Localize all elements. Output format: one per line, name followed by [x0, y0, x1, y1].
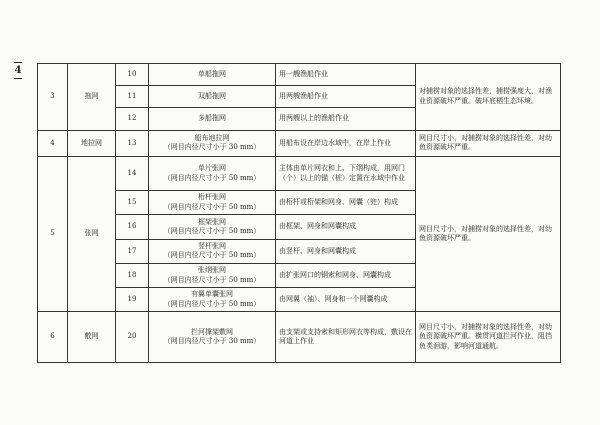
gear-name: 张纲张网 （网目内径尺寸小于 50 mm）	[149, 263, 276, 287]
gear-code: 16	[116, 215, 149, 239]
page-number-value: 4	[14, 65, 22, 76]
gear-type: 敷网	[68, 312, 116, 363]
gear-structure: 用船布设在岸边水域中，在岸上作业	[276, 130, 416, 156]
gear-name: 竖杆张网 （网目内径尺寸小于 50 mm）	[149, 239, 276, 263]
gear-evaluation: 网目尺寸小，对捕捞对象的选择性差，对幼鱼资源破坏严重。	[416, 130, 561, 156]
fishing-gear-table	[37, 63, 561, 363]
gear-structure: 用一艘渔船作业	[276, 64, 416, 86]
gear-code: 20	[116, 312, 149, 363]
gear-name: 双船拖网	[149, 86, 276, 108]
gear-name: 多船拖网	[149, 108, 276, 130]
gear-name: 单片张网 （网目内径尺寸小于 50 mm）	[149, 156, 276, 190]
gear-evaluation: 网目尺寸小，对捕捞对象的选择性差，对幼鱼资源破坏严重。横贯河道拦河作业，阻挡鱼类洄游，影响河道通航。	[416, 312, 561, 363]
gear-evaluation: 网目尺寸小，对捕捞对象的选择性差，对幼鱼资源破坏严重。	[416, 156, 561, 312]
gear-structure: 由竖杆、网身和网囊构成	[276, 239, 416, 263]
gear-code: 19	[116, 288, 149, 312]
gear-name: 桁杆张网 （网目内径尺寸小于 50 mm）	[149, 191, 276, 215]
group-number: 6	[38, 312, 68, 363]
gear-structure: 由框架、网身和网囊构成	[276, 215, 416, 239]
group-number: 5	[38, 156, 68, 312]
gear-type: 拖网	[68, 64, 116, 131]
gear-name: 船布地拉网 （网目内径尺寸小于 30 mm）	[149, 130, 276, 156]
table-row	[38, 64, 561, 86]
gear-name: 框架张网 （网目内径尺寸小于 50 mm）	[149, 215, 276, 239]
gear-structure: 由网翼（袖）、网身和一个网囊构成	[276, 288, 416, 312]
gear-code: 12	[116, 108, 149, 130]
gear-code: 14	[116, 156, 149, 190]
gear-structure: 用两艘以上的渔船作业	[276, 108, 416, 130]
gear-structure: 由支架或支持索和矩形网衣等构成，敷设在河道上作业	[276, 312, 416, 363]
table-row	[38, 156, 561, 190]
gear-type: 张网	[68, 156, 116, 312]
group-number: 4	[38, 130, 68, 156]
gear-code: 15	[116, 191, 149, 215]
gear-code: 13	[116, 130, 149, 156]
table-row	[38, 130, 561, 156]
gear-code: 17	[116, 239, 149, 263]
gear-code: 11	[116, 86, 149, 108]
gear-evaluation: 对捕捞对象的选择性差，捕捞强度大，对渔业资源破坏严重。破坏底栖生态环境。	[416, 64, 561, 131]
gear-code: 10	[116, 64, 149, 86]
table-row	[38, 312, 561, 363]
gear-structure: 用两艘渔船作业	[276, 86, 416, 108]
page-number	[14, 60, 22, 81]
gear-name: 有翼单囊张网 （网目内径尺寸小于 50 mm）	[149, 288, 276, 312]
gear-name: 单船拖网	[149, 64, 276, 86]
group-number: 3	[38, 64, 68, 131]
gear-structure: 主体由单片网衣和上、下纲构成，用网门（个）以上的锚（桩）定置在水域中作业	[276, 156, 416, 190]
gear-name: 拦河撑架敷网 （网目内径尺寸小于 30 mm）	[149, 312, 276, 363]
gear-structure: 由扩张网口的钢索和网身、网囊构成	[276, 263, 416, 287]
gear-code: 18	[116, 263, 149, 287]
gear-type: 地拉网	[68, 130, 116, 156]
gear-structure: 由桁杆或桁架和网身、网囊（兜）构成	[276, 191, 416, 215]
